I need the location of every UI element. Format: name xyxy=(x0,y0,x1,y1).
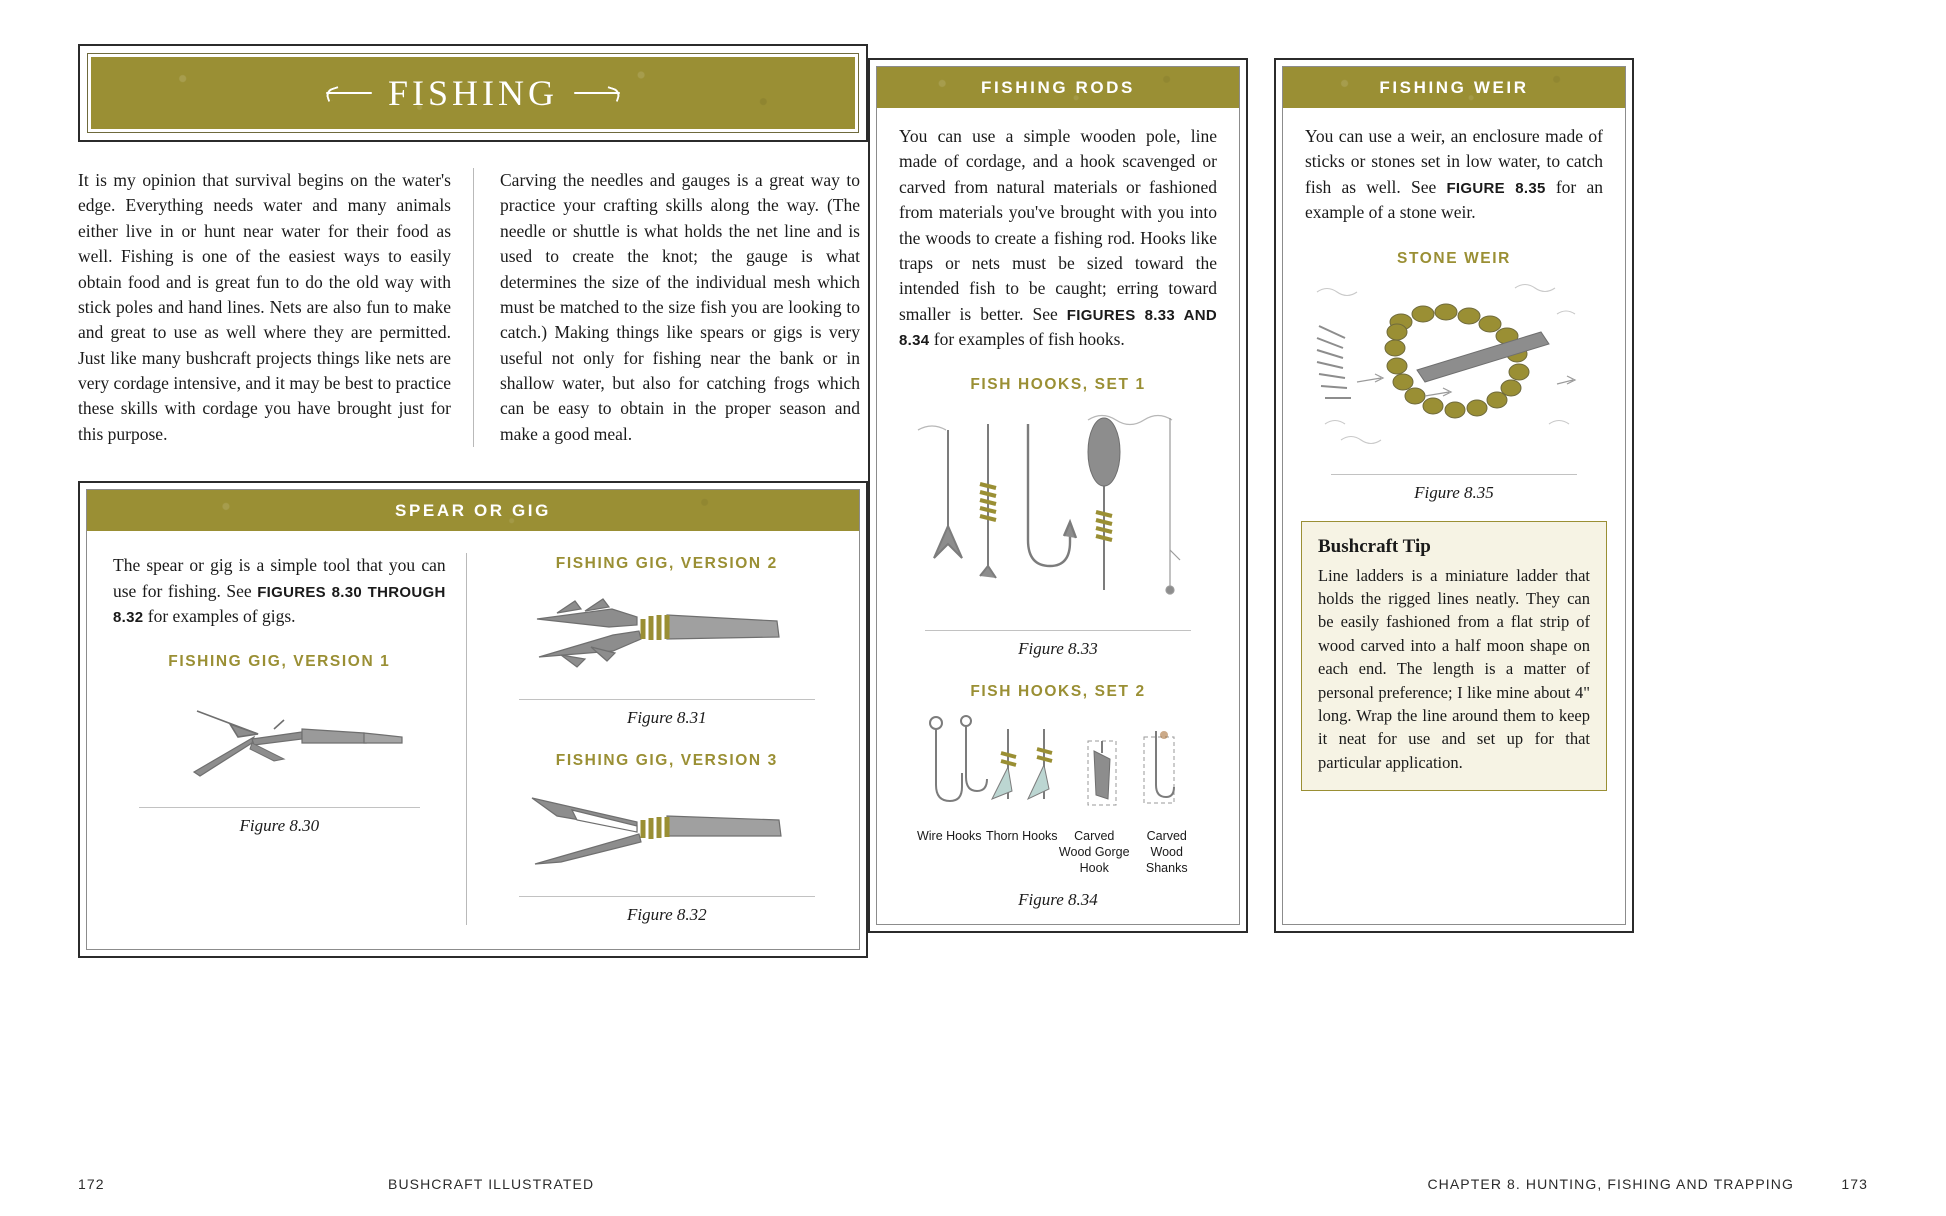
fishing-weir-section xyxy=(1274,58,1634,933)
spear-left-column xyxy=(105,553,466,925)
page-number-right: 173 xyxy=(1841,1176,1868,1192)
book-title-footer: BUSHCRAFT ILLUSTRATED xyxy=(388,1176,595,1192)
divider xyxy=(519,699,815,700)
fishing-weir-inner xyxy=(1282,66,1626,925)
fishing-weir-body xyxy=(1283,108,1625,503)
spear-or-gig-section xyxy=(78,481,868,958)
spear-figure-reference: FIGURES 8.30 THROUGH 8.32 xyxy=(113,583,446,626)
intro-column-1 xyxy=(78,168,473,447)
figure-8-30-caption: Figure 8.30 xyxy=(239,816,320,836)
spear-section-body xyxy=(87,531,859,949)
spear-description-a: The spear or gig is a simple tool that you can use for fishing. See xyxy=(113,555,446,601)
fishing-rods-banner: FISHING RODS xyxy=(877,67,1239,108)
spear-section-banner: SPEAR OR GIG xyxy=(87,490,859,531)
bushcraft-tip-box xyxy=(1301,521,1607,792)
gig-version-3-label: FISHING GIG, VERSION 3 xyxy=(555,752,778,770)
fishing-gig-version-1-illustration xyxy=(134,677,424,797)
chapter-banner xyxy=(78,44,868,142)
fishing-rods-text-b: for examples of fish hooks. xyxy=(929,329,1125,349)
figure-8-31-caption: Figure 8.31 xyxy=(626,708,707,728)
spear-right-column xyxy=(466,553,841,925)
left-page xyxy=(78,44,868,958)
fishing-rods-inner xyxy=(876,66,1240,925)
fishing-weir-text xyxy=(1305,124,1603,226)
fish-hooks-set-2-illustration xyxy=(908,707,1208,827)
fishing-rods-text xyxy=(899,124,1217,352)
figure-8-33-caption: Figure 8.33 xyxy=(1018,639,1098,659)
figure-8-35-caption: Figure 8.35 xyxy=(1414,482,1494,502)
right-page xyxy=(868,58,1878,933)
stone-weir-illustration xyxy=(1305,274,1605,464)
fishing-rods-section xyxy=(868,58,1248,933)
figure-8-32-caption: Figure 8.32 xyxy=(626,905,707,925)
chapter-banner-fill xyxy=(91,57,855,129)
fish-hooks-set-2-label: FISH HOOKS, SET 2 xyxy=(970,683,1146,701)
fishing-weir-banner: FISHING WEIR xyxy=(1283,67,1625,108)
gig-version-2-label: FISHING GIG, VERSION 2 xyxy=(555,555,778,573)
chapter-footer: CHAPTER 8. HUNTING, FISHING AND TRAPPING xyxy=(1427,1176,1794,1192)
spear-section-inner xyxy=(86,489,860,950)
chapter-banner-inner xyxy=(87,53,859,133)
fishing-weir-text-a: You can use a weir, an enclosure made of sticks or stones set in low water, to catch fish as well. See xyxy=(1305,126,1603,197)
fishing-rods-figure-reference: FIGURES 8.33 AND 8.34 xyxy=(899,306,1217,349)
swash-right-icon xyxy=(574,87,620,99)
chapter-title-text: FISHING xyxy=(387,73,558,113)
fish-hooks-set-1-illustration xyxy=(908,400,1208,620)
fishing-gig-version-2-illustration xyxy=(517,579,817,689)
divider xyxy=(519,896,815,897)
stone-weir-label: STONE WEIR xyxy=(1397,249,1511,267)
bushcraft-tip-title: Bushcraft Tip xyxy=(1318,535,1431,557)
legend-carved-wood-gorge-hook: Carved Wood Gorge Hook xyxy=(1058,829,1130,875)
page-title xyxy=(326,72,620,114)
bushcraft-tip-text: Line ladders is a miniature ladder that holds the rigged lines neatly. They can be easily fashioned from a flat strip of wood carved into a half moon shape on each end. The length is a matter of personal preference; I like mine about 4" long. Wrap the line around them to keep it neat for use and set up for that particular application. xyxy=(1318,565,1590,772)
intro-paragraph-2: Carving the needles and gauges is a great way to practice your crafting skills along the way. (The needle or shuttle is what holds the net line and is used to create the knot; the gauge is what determines the size of the individual mesh which must be matched to the size fish you are looking to catch.) Making things like spears or gigs is very useful not only for fishing near the bank or in shallow water, but also for catching frogs which can be easy to obtain in the proper season and make a good meal. xyxy=(500,170,860,444)
gig-version-1-label: FISHING GIG, VERSION 1 xyxy=(168,653,391,671)
swash-left-icon xyxy=(326,87,372,99)
fishing-gig-version-3-illustration xyxy=(517,776,817,886)
fishing-rods-text-a: You can use a simple wooden pole, line made of cordage, and a hook scavenged or carved from natural materials or fashioned from materials you've brought with you into the woods to create a fishing rod. Hooks like traps or nets must be sized toward the intended fish to be caught; erring toward smaller is better. See xyxy=(899,126,1217,324)
divider xyxy=(1331,474,1577,475)
intro-column-2 xyxy=(473,168,868,447)
legend-wire-hooks: Wire Hooks xyxy=(916,829,982,844)
fish-hooks-legend xyxy=(899,829,1217,876)
legend-carved-wood-shanks: Carved Wood Shanks xyxy=(1145,829,1188,875)
divider xyxy=(925,630,1191,631)
page-number-left: 172 xyxy=(78,1176,105,1192)
spear-description xyxy=(113,553,446,629)
fishing-rods-body xyxy=(877,108,1239,910)
intro-columns xyxy=(78,168,868,447)
legend-thorn-hooks: Thorn Hooks xyxy=(985,829,1058,844)
fishing-weir-text-b: for an example of a stone weir. xyxy=(1305,176,1603,223)
figure-8-34-caption: Figure 8.34 xyxy=(1018,890,1098,910)
spear-description-b: for examples of gigs. xyxy=(143,605,296,626)
fishing-weir-figure-reference: FIGURE 8.35 xyxy=(1446,179,1546,197)
divider xyxy=(139,807,420,808)
intro-paragraph-1: It is my opinion that survival begins on the water's edge. Everything needs water and many animals either live in or hunt near water for their food as well. Fishing is one of the easiest ways to easily obtain food and is great fun to do the old way with stick poles and hand lines. Nets are also fun to make and great to use as well where they are permitted. Just like many bushcraft projects things like nets are very cordage intensive, and it may be best to practice these skills with cordage you have brought just for this purpose. xyxy=(78,170,451,444)
fish-hooks-set-1-label: FISH HOOKS, SET 1 xyxy=(970,376,1146,394)
